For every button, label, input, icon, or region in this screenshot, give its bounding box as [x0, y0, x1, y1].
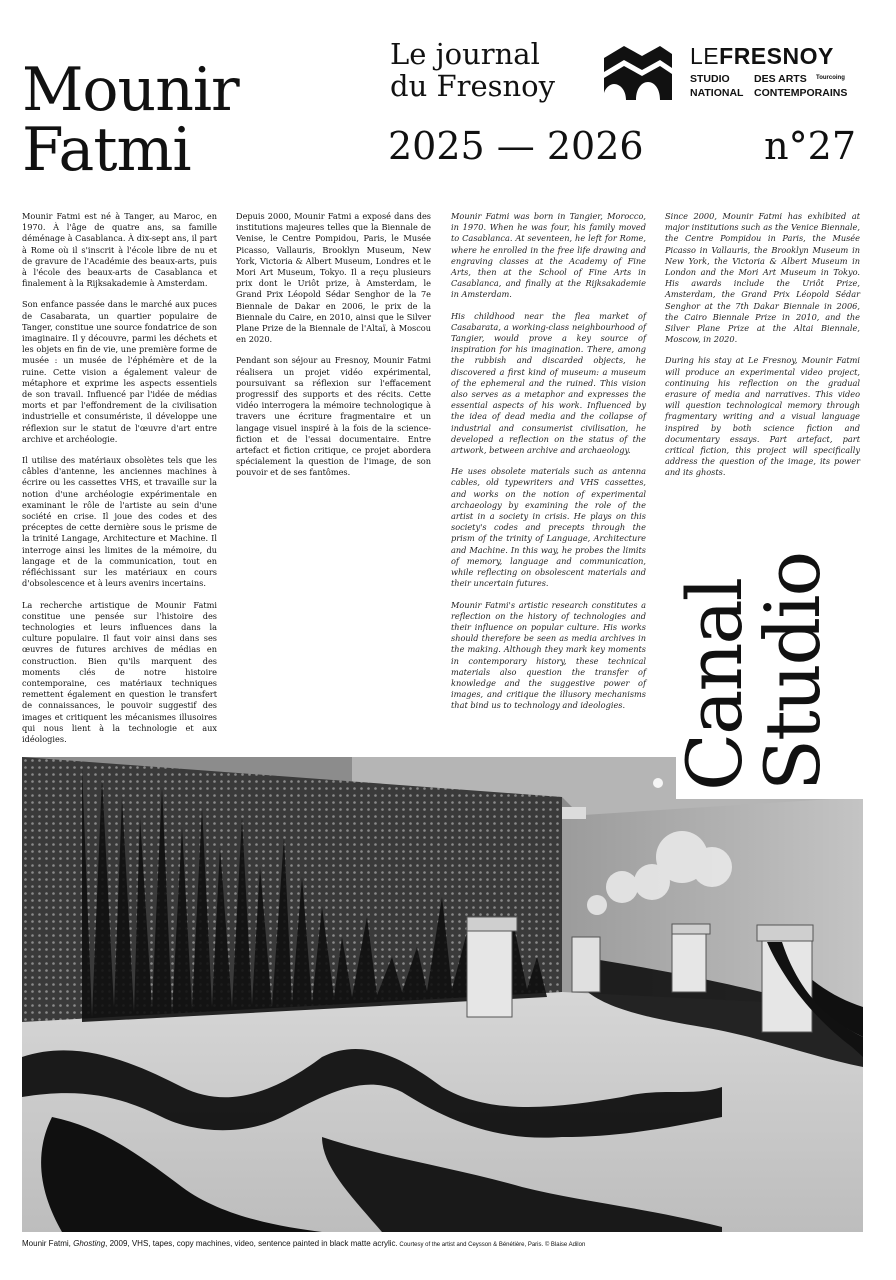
paragraph: Pendant son séjour au Fresnoy, Mounir Fatmi réalisera un projet vidéo expérimental, poursuivant sa réflexion sur l'effacement progressif des supports et des récits. Cette vidéo interrogera la mémoire technologique à travers une écriture fragmentaire et un langage visuel inspiré à la fois de la science-fiction et de l'essai documentaire. Entre artefact et fiction critique, ce projet abordera spécialement la question de l'image, de son pouvoir et de ses fantômes.	[236, 355, 431, 478]
paragraph: He uses obsolete materials such as antenna cables, old typewriters and VHS cassettes, and works on the notion of experimental archaeology by examining the role of the artist in a society in crisis. He plays on this society's codes and precepts through the prism of the trinity of Language, Architecture and Machine. In this way, he probes the limits of memory, language and communication, while reflecting on obsolescent materials and their uncertain futures.	[451, 466, 646, 589]
paragraph: Since 2000, Mounir Fatmi has exhibited at major institutions such as the Venice Biennale, the Centre Pompidou in Paris, the Musée Picasso in Vallauris, the Brooklyn Museum in New York, the Victoria & Albert Museum in London and the Mori Art Museum in Tokyo. His awards include the Uriôt Prize, Amsterdam, the Grand Prix Léopold Sédar Senghor at the 7th Dakar Biennale in 2006, the Cairo Biennale Prize in 2010, and the Silver Plane Prize at the Altai Biennale, Moscow, in 2020.	[665, 211, 860, 345]
paragraph: Depuis 2000, Mounir Fatmi a exposé dans des institutions majeures telles que la Biennale de Venise, le Centre Pompidou, Paris, le Musée Picasso, Vallauris, Brooklyn Museum, New York, Victoria & Albert Museum, Londres et le Mori Art Museum, Tokyo. Il a reçu plusieurs prix dont le Uriôt prize, à Amsterdam, le Grand Prix Léopold Sédar Senghor de la 7e Biennale de Dakar en 2006, le prix de la Biennale du Caire, en 2010, ainsi que le Silver Plane Prize de la Biennale de l'Altaï, à Moscou en 2020.	[236, 211, 431, 345]
journal-title-line1: Le journal	[390, 37, 540, 71]
paragraph: Il utilise des matériaux obsolètes tels que les câbles d'antenne, les anciennes machines à écrire ou les cassettes VHS, et travaille sur la notion d'une archéologie expérimentale en examinant le rôle de l'artiste au sein d'une société en crise. Il joue des codes et des préceptes de cette dernière sous le prisme de la trinité Langage, Architecture et Machine. Il interroge ainsi les limites de la mémoire, du langage et de la communication, tout en réfléchissant sur les matériaux en cours d'obsolescence et à leurs avenirs incertains.	[22, 455, 217, 589]
exhibition-photo	[22, 757, 863, 1232]
journal-title-line2: du Fresnoy	[390, 69, 556, 103]
paragraph: Son enfance passée dans le marché aux puces de Casabarata, un quartier populaire de Tanger, constitue une source fondatrice de son imaginaire. Il y découvre, parmi les déchets et les objets en fin de vie, une première forme de musée : un musée de l'éphémère et de la ruine. Cette vision a également valeur de métaphore et exprime les aspects essentiels de son travail. Influencé par l'idée de médias morts et par l'effondrement de la civilisation industrielle et consumériste, il développe une réflexion sur le statut de l'œuvre d'art entre archive et archéologie.	[22, 299, 217, 444]
brand-studio: STUDIO	[690, 73, 730, 85]
brand-name	[690, 43, 834, 69]
photo-caption	[22, 1238, 882, 1251]
artist-last-name: Fatmi	[22, 115, 191, 185]
paragraph: La recherche artistique de Mounir Fatmi constitue une pensée sur l'histoire des technologies et leurs influences dans la culture populaire. Il faut voir ainsi dans ses œuvres de futures archives de médias en construction. Bien qu'ils marquent des moments clés de notre histoire contemporaine, ces matériaux techniques remettent également en question le transfert de connaissances, le pouvoir suggestif des images et critiquent les mécanismes illusoires qui nous lient à la technologie et aux idéologies.	[22, 599, 217, 744]
caption-details: , 2009, VHS, tapes, copy machines, video, sentence painted in black matte acrylic.	[105, 1239, 398, 1248]
canal-studio-title	[670, 514, 866, 799]
brand-des-arts: DES ARTS	[754, 73, 807, 85]
installation-image	[22, 757, 863, 1232]
french-column-1	[22, 211, 217, 755]
brand-contemporains: CONTEMPORAINS	[754, 87, 848, 99]
issue-number: n°27	[764, 124, 856, 168]
brand-le: LE	[690, 43, 720, 69]
fresnoy-logo-icon	[602, 44, 674, 100]
english-column-1	[451, 211, 646, 722]
paragraph: Mounir Fatmi was born in Tangier, Morocco, in 1970. When he was four, his family moved to Casablanca. At seventeen, he left for Rome, where he enrolled in the free life drawing and engraving classes at the Academy of Fine Arts, then at the School of Fine Arts in Casablanca, and finally at the Rijksakademie in Amsterdam.	[451, 211, 646, 300]
paragraph: Mounir Fatmi est né à Tanger, au Maroc, en 1970. À l'âge de quatre ans, sa famille déménage à Casablanca. À dix-sept ans, il part à Rome où il s'inscrit à l'école libre de nu et de gravure de l'Académie des beaux-arts, puis à l'école des beaux-arts de Casablanca et finalement à la Rijksakademie à Amsterdam.	[22, 211, 217, 289]
caption-title: Ghosting	[73, 1239, 106, 1248]
paragraph: During his stay at Le Fresnoy, Mounir Fatmi will produce an experimental video project, continuing his reflection on the gradual erasure of media and narratives. This video will question technological memory through fragmentary writing and a visual language inspired by both science fiction and documentary essays. Part artefact, part critical fiction, this project will specifically address the question of the image, its power and its ghosts.	[665, 355, 860, 478]
canal-word: Canal	[670, 578, 759, 791]
brand-fresnoy: FRESNOY	[719, 43, 834, 69]
paragraph: His childhood near the flea market of Casabarata, a working-class neighbourhood of Tangier, would prove a key source of inspiration for his imagination. There, among the rubbish and discarded objects, he discovered a first kind of museum: a museum of the ephemeral and the ruined. This vision also serves as a metaphor and expresses the essential aspects of his work. Influenced by the idea of dead media and the collapse of industrial and consumerist civilisation, he developed a reflection on the status of the artwork, between archive and archaeology.	[451, 310, 646, 456]
english-column-2	[665, 211, 860, 489]
journal-title	[390, 38, 555, 102]
brand-national: NATIONAL	[690, 87, 744, 99]
artist-name	[22, 55, 239, 185]
caption-author: Mounir Fatmi,	[22, 1239, 74, 1248]
caption-credit: Courtesy of the artist and Ceysson & Bénétière, Paris. © Blaise Adilon	[397, 1242, 586, 1248]
paragraph: Mounir Fatmi's artistic research constitutes a reflection on the history of technologies and their influence on popular culture. His works should therefore be seen as media archives in the making. Although they mark key moments in contemporary history, these technical materials also question the transfer of knowledge and the suggestive power of images, and critique the illusory mechanisms that bind us to technology and ideologies.	[451, 599, 646, 711]
artist-first-name: Mounir	[22, 55, 239, 125]
studio-word: Studio	[748, 552, 837, 791]
french-column-2	[236, 211, 431, 489]
season-years: 2025 — 2026	[388, 124, 644, 168]
brand-tourcoing: Tourcoing	[816, 75, 845, 81]
